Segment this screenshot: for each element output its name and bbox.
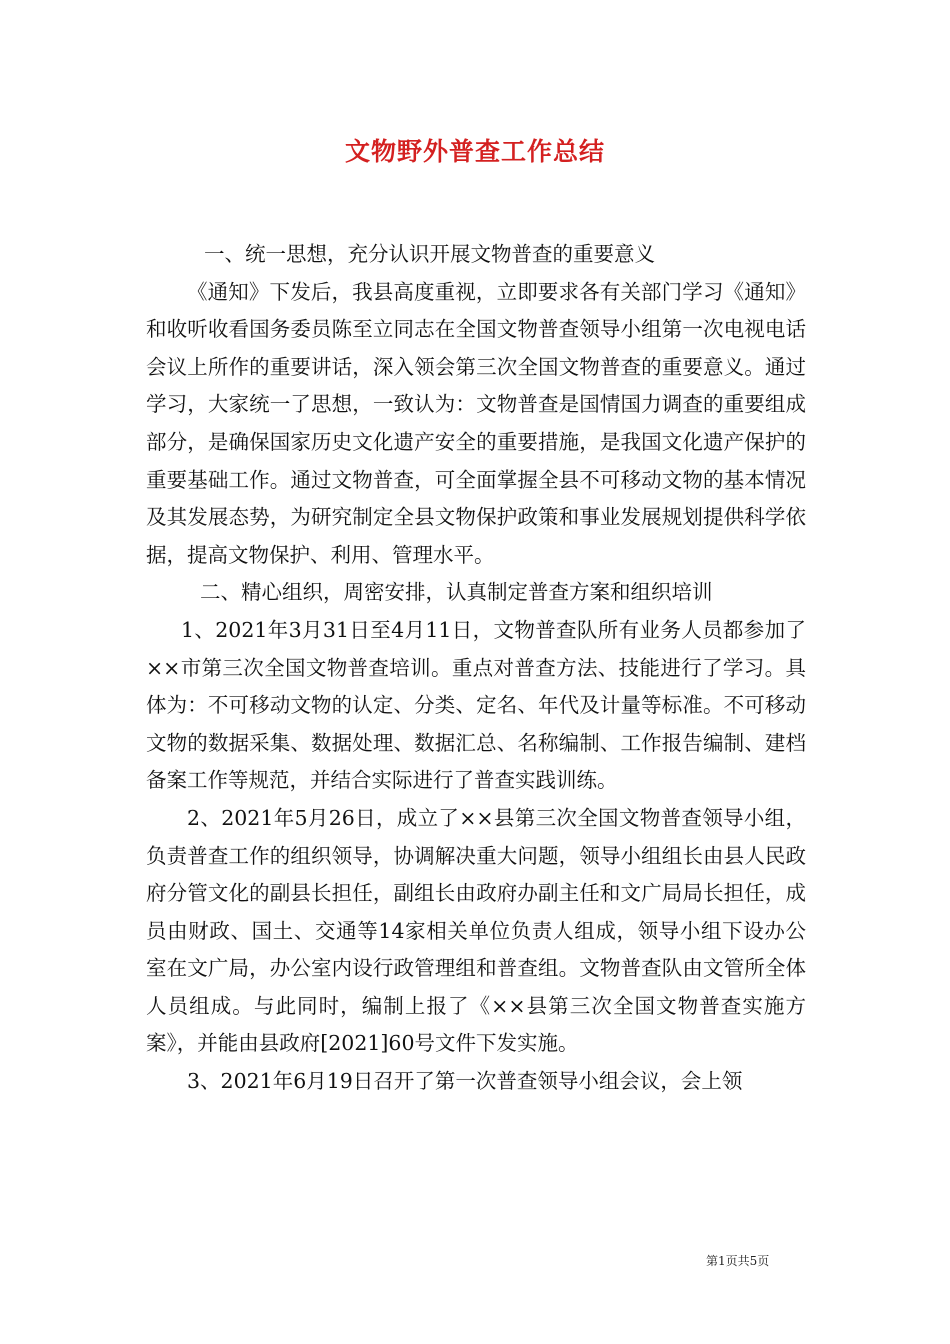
document-title: 文物野外普查工作总结 (344, 137, 605, 166)
section-heading-2: 二、精心组织，周密安排，认真制定普查方案和组织培训 (200, 580, 713, 605)
paragraph-item-2: 2、2021年5月26日，成立了××县第三次全国文物普查领导小组，负责普查工作的组织领导，协调解决重大问题，领导小组组长由县人民政府分管文化的副县长担任，副组长由政府办副主任和文广局局长担任，成员由财政、国土、交通等14家相关单位负责人组成，领导小组下设办公室在文广局，办公室内设行政管理组和普查组。文物普查队由文管所全体人员组成。与此同时，编制上报了《××县第三次全国文物普查实施方案》，并能由县政府[2021]60号文件下发实施。 (146, 805, 806, 1056)
document-body (146, 236, 806, 1101)
section-heading-1: 一、统一思想，充分认识开展文物普查的重要意义 (204, 242, 655, 266)
paragraph: 《通知》下发后，我县高度重视，立即要求各有关部门学习《通知》和收听收看国务委员陈至立同志在全国文物普查领导小组第一次电视电话会议上所作的重要讲话，深入领会第三次全国文物普查的重要意义。通过学习，大家统一了思想，一致认为：文物普查是国情国力调查的重要组成部分，是确保国家历史文化遗产安全的重要措施，是我国文化遗产保护的重要基础工作。通过文物普查，可全面掌握全县不可移动文物的基本情况及其发展态势，为研究制定全县文物保护政策和事业发展规划提供科学依据，提高文物保护、利用、管理水平。 (146, 279, 806, 567)
page-number: 第1页共5页 (706, 1254, 770, 1268)
paragraph-item-1: 1、2021年3月31日至4月11日，文物普查队所有业务人员都参加了××市第三次全国文物普查培训。重点对普查方法、技能进行了学习。具体为：不可移动文物的认定、分类、定名、年代及计量等标准。不可移动文物的数据采集、数据处理、数据汇总、名称编制、工作报告编制、建档备案工作等规范，并结合实际进行了普查实践训练。 (146, 617, 806, 793)
paragraph-item-3: 3、2021年6月19日召开了第一次普查领导小组会议，会上领 (187, 1069, 743, 1094)
